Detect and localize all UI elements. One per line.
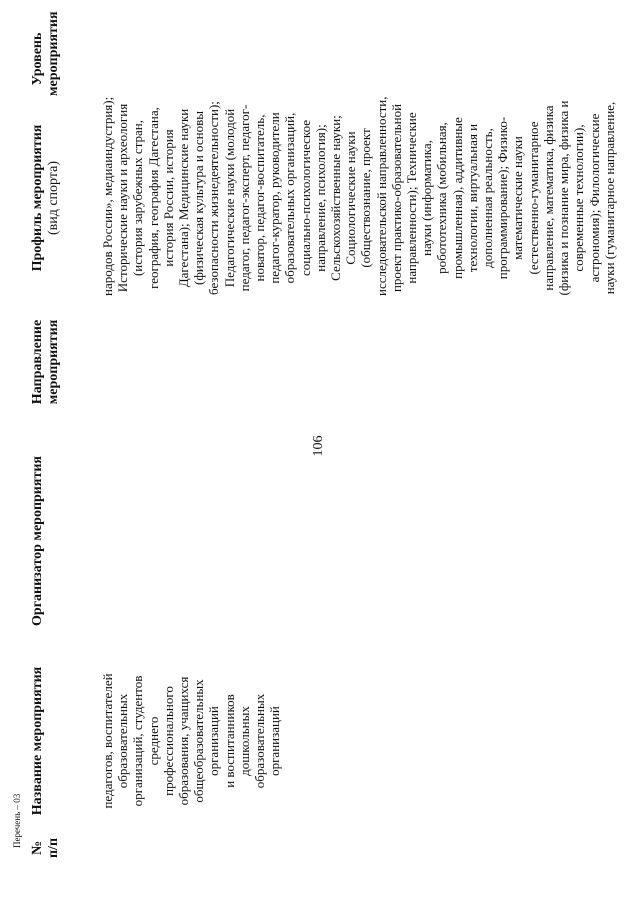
- profile-line: Социологические науки: [343, 131, 359, 265]
- event-name-line: образования, учащихся: [176, 676, 192, 806]
- profile-line: педагог-куратор, руководители: [267, 112, 283, 284]
- event-name-line: среднего: [145, 716, 161, 766]
- profile-line: новатор, педагог-воспитатель,: [252, 114, 268, 282]
- profile-line: социально-психологическое: [297, 119, 313, 277]
- event-name-line: профессионального: [160, 686, 176, 796]
- header-number-line: №: [30, 840, 45, 856]
- header-profile: [30, 98, 62, 298]
- profile-line: современные технологии),: [571, 124, 587, 272]
- profile-line: технологии, виртуальная и: [464, 123, 480, 273]
- event-name-line: и воспитанников: [221, 694, 237, 788]
- event-name-line: организаций: [206, 706, 222, 776]
- profile-line: дополненная реальность,: [480, 128, 496, 268]
- profile-line: Педагогические науки (молодой: [221, 108, 237, 288]
- profile-line: (естественно-гуманитарное: [525, 121, 541, 275]
- profile-line: Исторические науки и археология: [115, 103, 131, 293]
- profile-line: Сельскохозяйственные науки;: [328, 115, 344, 281]
- profile-line: (обществознание, проект: [358, 128, 374, 268]
- header-number-line: п/п: [46, 837, 61, 859]
- profile-line: проект практико-образовательной: [388, 103, 404, 293]
- profile-line: (физика и познание мира, физика и: [556, 100, 572, 296]
- event-name-line: организаций: [267, 706, 283, 776]
- profile-line: программирование); Физико-: [495, 116, 511, 280]
- cell-event-name: [100, 656, 282, 826]
- header-level-line: мероприятия: [46, 11, 61, 96]
- event-name-line: педагогов, воспитателей: [100, 673, 115, 809]
- profile-line: исследовательской направленности,: [373, 96, 389, 296]
- profile-line: робототехника (мобильная,: [434, 122, 450, 274]
- profile-line: народов России», медиаиндустрия);: [100, 96, 115, 296]
- event-name-line: общеобразовательных: [191, 679, 207, 803]
- profile-line: образовательных организаций,: [282, 112, 298, 284]
- profile-line: безопасности жизнедеятельности);: [206, 101, 222, 295]
- cell-profile: [100, 98, 617, 298]
- header-level: [30, 11, 62, 98]
- profile-line: направленности); Технические: [404, 112, 420, 284]
- header-event-name-line: Название мероприятия: [30, 666, 45, 816]
- header-profile-line: Профиль мероприятия: [30, 124, 45, 272]
- header-level-line: Уровень: [30, 32, 45, 86]
- event-name-line: образовательных: [115, 693, 131, 789]
- table-row: [100, 20, 617, 870]
- profile-line: география, география Дагестана,: [145, 107, 161, 289]
- header-organizer: [30, 426, 46, 656]
- profile-line: математические науки: [510, 136, 526, 260]
- profile-line: Дагестана); Медицинские науки: [176, 108, 192, 288]
- header-direction-line: мероприятия: [46, 319, 61, 405]
- event-name-line: дошкольных: [236, 706, 252, 776]
- page-number: 106: [311, 435, 326, 457]
- profile-line: науки (гуманитарное направление,: [601, 101, 617, 295]
- header-direction: [30, 298, 62, 426]
- profile-line: педагог, педагог-эксперт, педагог-: [236, 104, 252, 292]
- event-name-line: образовательных: [252, 693, 268, 789]
- event-name-line: организаций, студентов: [130, 675, 146, 807]
- header-organizer-line: Организатор мероприятия: [30, 456, 45, 626]
- profile-line: промышленная), аддитивные: [449, 117, 465, 279]
- events-table: [30, 11, 620, 870]
- table-header-row: [30, 11, 100, 870]
- header-direction-line: Направление: [30, 319, 45, 405]
- profile-line: направление, математика, физика: [540, 105, 556, 291]
- footer-text: Перечень – 03: [12, 793, 22, 848]
- profile-line: (физическая культура и основы: [191, 111, 207, 285]
- profile-line: астрономия); Филологические: [586, 113, 602, 283]
- header-number: [30, 826, 62, 870]
- profile-line: науки (информатика,: [419, 140, 435, 256]
- header-profile-sub: (вид спорта): [46, 160, 61, 236]
- profile-line: (история зарубежных стран,: [130, 119, 146, 277]
- profile-line: история России, история: [160, 129, 176, 267]
- header-event-name: [30, 656, 46, 826]
- profile-line: направление, психология);: [312, 124, 328, 272]
